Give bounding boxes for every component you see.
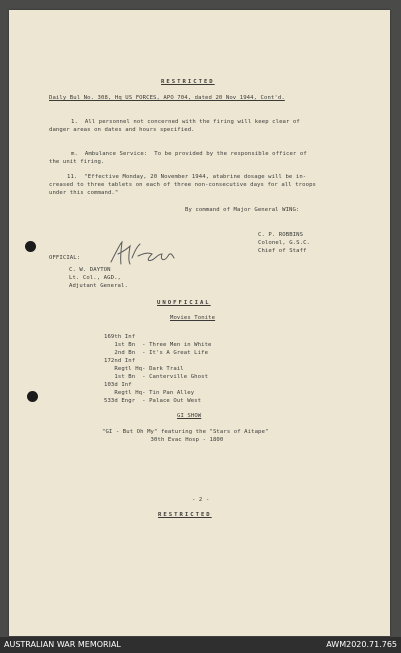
movie-line-5: Regtl Hq- Dark Trail (104, 366, 184, 372)
official-rank: Lt. Col., AGD., (69, 275, 122, 281)
signatory-rank: Colonel, G.S.C. (258, 240, 311, 246)
paragraph-m-line-1: m. Ambulance Service: To be provided by the responsible officer of (71, 151, 307, 157)
gi-show-line-2: 30th Evac Hosp - 1800 (102, 437, 224, 443)
page-number: - 2 - (192, 497, 210, 503)
official-title: Adjutant General. (69, 283, 128, 289)
paragraph-1-line-1: 1. All personnel not concerned with the firing will keep clear of (71, 119, 300, 125)
command-line: By command of Major General WING: (185, 207, 300, 213)
document-page (9, 10, 390, 636)
movie-line-2: 1st Bn - Three Men in White (104, 342, 212, 348)
footer-accession-number: AWM2020.71.765 (326, 640, 397, 649)
official-label: OFFICIAL: (49, 255, 81, 261)
movie-line-7: 103d Inf (104, 382, 132, 388)
footer-restricted: RESTRICTED (158, 512, 212, 518)
signatory-name: C. P. ROBBINS (258, 232, 304, 238)
movie-line-9: 533d Engr - Palace Out West (104, 398, 202, 404)
unofficial-heading: UNOFFICIAL (157, 300, 211, 306)
movie-line-6: 1st Bn - Canterville Ghost (104, 374, 209, 380)
official-name: C. W. DAYTON (69, 267, 111, 273)
footer-bar (0, 637, 401, 653)
handwritten-signature (108, 238, 180, 268)
movie-line-1: 169th Inf (104, 334, 136, 340)
punch-hole-top (25, 241, 36, 252)
paragraph-1-line-2: danger areas on dates and hours specified. (49, 127, 195, 133)
gi-show-line-1: "GI - But Oh My" featuring the "Stars of Aitape" (102, 429, 269, 435)
document-subheading: Daily Bul No. 308, Hq US FORCES, APO 704, dated 20 Nov 1944, Cont'd. (49, 95, 285, 101)
punch-hole-bottom (27, 391, 38, 402)
paragraph-m-line-2: the unit firing. (49, 159, 105, 165)
signatory-title: Chief of Staff (258, 248, 307, 254)
gi-show-heading: GI SHOW (177, 413, 202, 419)
movie-line-3: 2nd Bn - It's A Great Life (104, 350, 209, 356)
footer-source: AUSTRALIAN WAR MEMORIAL (4, 640, 121, 649)
movie-line-8: Regtl Hq- Tin Pan Alley (104, 390, 195, 396)
movie-line-4: 172nd Inf (104, 358, 136, 364)
paragraph-2-line-1: 11. "Effective Monday, 20 November 1944, atabrine dosage will be in- (67, 174, 307, 180)
document-heading: RESTRICTED (161, 79, 215, 85)
movies-heading: Movies Tonite (170, 315, 216, 321)
paragraph-2-line-2: creased to three tablets on each of three non-consecutive days for all troops (49, 182, 317, 188)
paragraph-2-line-3: under this command." (49, 190, 119, 196)
